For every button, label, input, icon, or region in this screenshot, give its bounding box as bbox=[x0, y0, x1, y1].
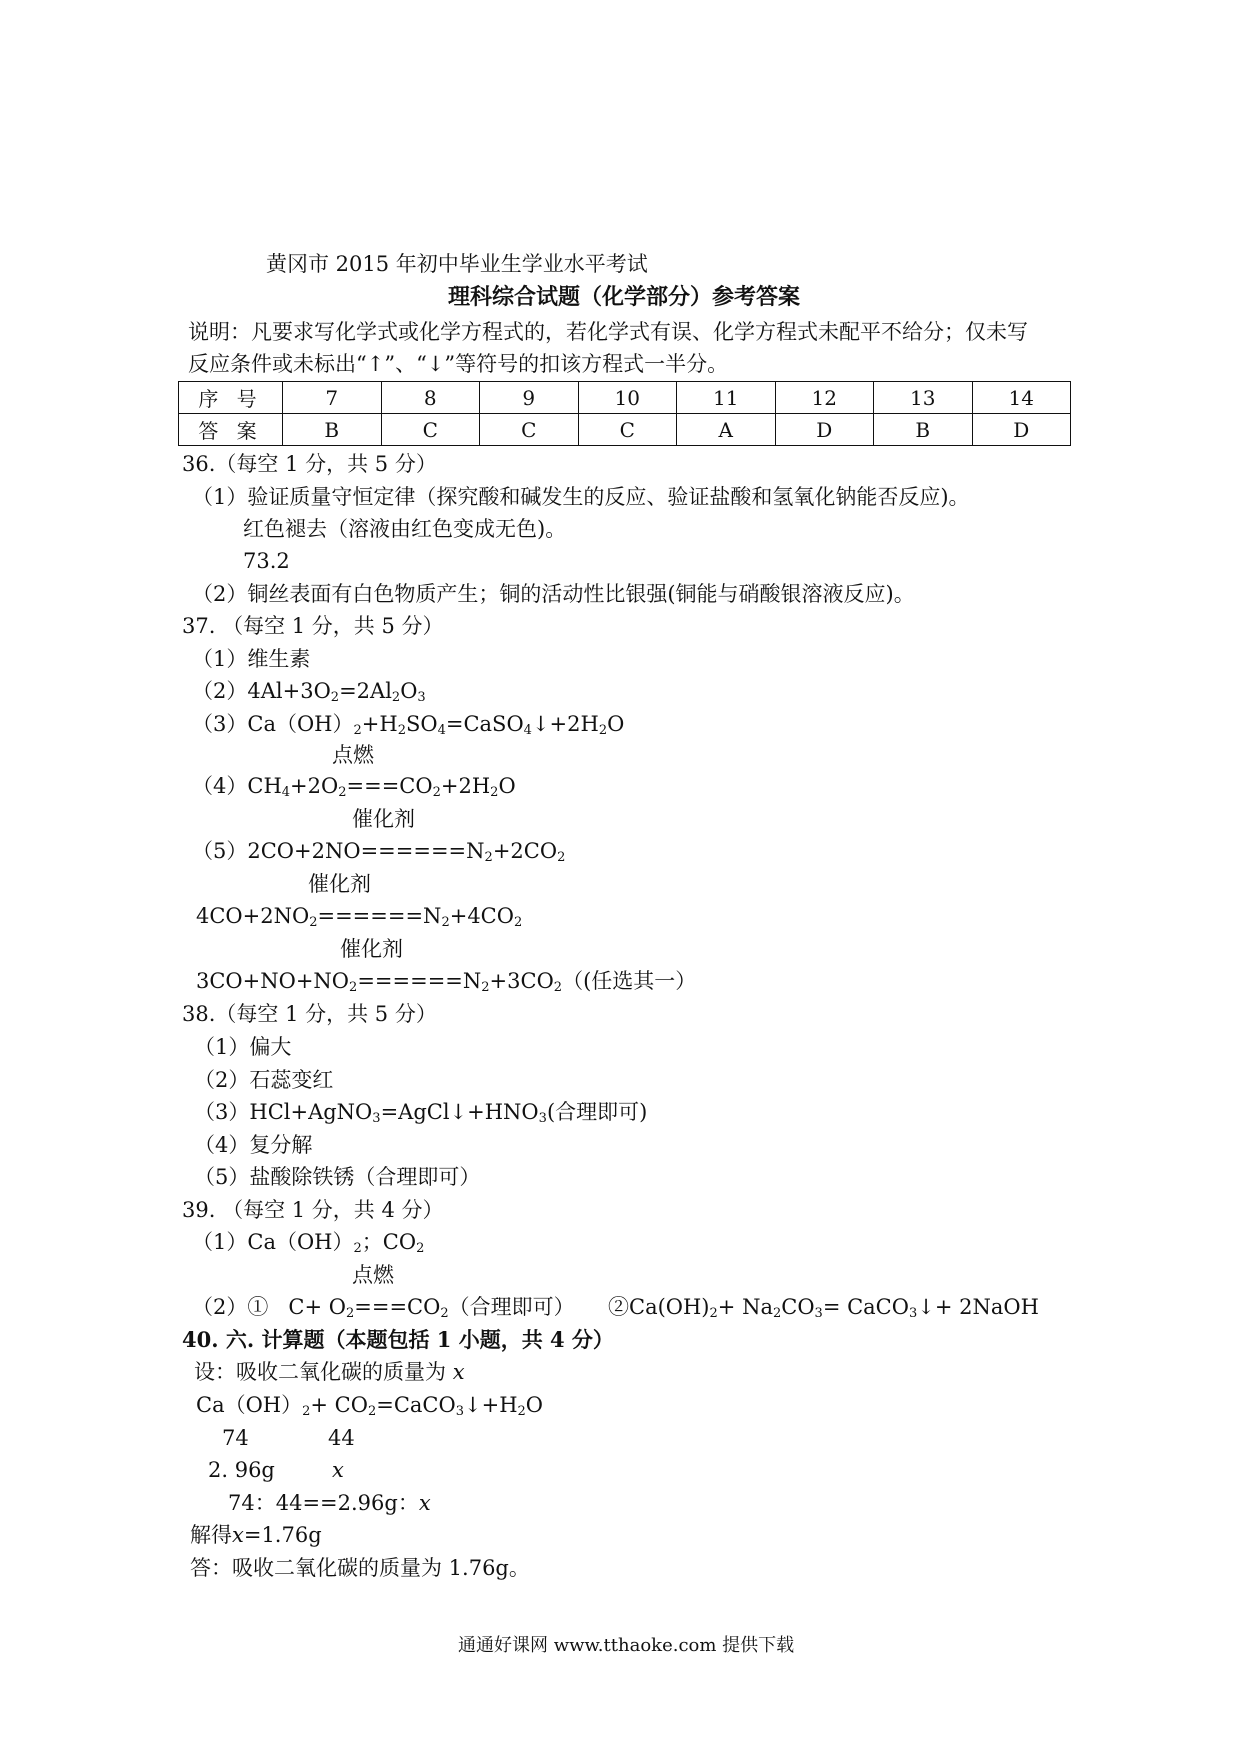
answer-table bbox=[178, 381, 1071, 446]
note-line-1: 说明：凡要求写化学式或化学方程式的，若化学式有误、化学方程式未配平不给分；仅未写 bbox=[188, 320, 1028, 344]
q37-heading: 37. （每空 1 分，共 5 分） bbox=[182, 614, 444, 638]
q38-answer-2: （2）石蕊变红 bbox=[194, 1068, 334, 1092]
table-cell: 12 bbox=[775, 382, 874, 414]
row-label-answer: 答 案 bbox=[179, 414, 283, 446]
q37-answer-5b: $4CO+2NO_2======N_2+4CO_2$ bbox=[196, 904, 523, 930]
table-row-numbers bbox=[179, 382, 1071, 414]
note-line-2: 反应条件或未标出“↑”、“↓”等符号的扣该方程式一半分。 bbox=[188, 352, 729, 376]
table-cell: 8 bbox=[381, 382, 480, 414]
q37-condition-ignite: 点燃 bbox=[332, 743, 374, 767]
q37-condition-catalyst-2: 催化剂 bbox=[308, 872, 371, 896]
q40-unknown: x bbox=[332, 1458, 344, 1482]
table-cell: 10 bbox=[578, 382, 677, 414]
table-cell: D bbox=[775, 414, 874, 446]
table-row-answers bbox=[179, 414, 1071, 446]
q36-answer-1: （1）验证质量守恒定律（探究酸和碱发生的反应、验证盐酸和氢氧化钠能否反应)。 bbox=[192, 485, 970, 509]
q37-condition-catalyst-1: 催化剂 bbox=[352, 807, 415, 831]
q39-answer-2: （2）① $C+ O_2===CO_2$（合理即可） $②Ca(OH)_2+ Na_2CO_3=$ CaCO$_3$↓+ 2NaOH bbox=[192, 1295, 1039, 1321]
q40-solution: 解得x=1.76g bbox=[190, 1523, 322, 1547]
table-cell: 9 bbox=[480, 382, 579, 414]
q38-answer-3: $(3)HCl+AgNO_3=AgCl↓+HNO_3$(合理即可) bbox=[194, 1100, 648, 1126]
table-cell: D bbox=[972, 414, 1071, 446]
q38-answer-5: （5）盐酸除铁锈（合理即可） bbox=[194, 1165, 481, 1189]
table-cell: B bbox=[874, 414, 973, 446]
q37-answer-4: $(4)CH_4+2O_2===CO_2+2H_2O$ bbox=[192, 774, 516, 800]
q40-molar-mass-1: 74 bbox=[222, 1426, 249, 1450]
table-cell: 13 bbox=[874, 382, 973, 414]
q36-answer-1c: 73.2 bbox=[243, 549, 290, 573]
table-cell: C bbox=[381, 414, 480, 446]
exam-title: 黄冈市 2015 年初中毕业生学业水平考试 bbox=[266, 252, 648, 276]
q40-heading: 40. 六. 计算题（本题包括 1 小题，共 4 分） bbox=[182, 1327, 614, 1352]
q37-answer-5a: $(5)2CO+2NO======N_2+2CO_2$ bbox=[192, 839, 566, 865]
q36-answer-2: （2）铜丝表面有白色物质产生；铜的活动性比银强(铜能与硝酸银溶液反应)。 bbox=[192, 582, 915, 606]
q40-ratio: 74：44==2.96g：x bbox=[228, 1491, 431, 1515]
q38-answer-4: （4）复分解 bbox=[194, 1133, 313, 1157]
q37-answer-3: $(3)Ca(OH)_2+H_2SO_4=CaSO_4↓+2H_2O$ bbox=[192, 712, 625, 738]
table-cell: C bbox=[480, 414, 579, 446]
q37-answer-1: （1）维生素 bbox=[192, 647, 311, 671]
answer-title: 理科综合试题（化学部分）参考答案 bbox=[448, 284, 801, 310]
table-cell: 11 bbox=[677, 382, 776, 414]
q36-heading: 36.（每空 1 分，共 5 分） bbox=[182, 452, 437, 476]
row-label-number: 序 号 bbox=[179, 382, 283, 414]
footer-download-note: 通通好课网 www.tthaoke.com 提供下载 bbox=[458, 1635, 795, 1656]
q40-molar-mass-2: 44 bbox=[328, 1426, 355, 1450]
q38-answer-1: （1）偏大 bbox=[194, 1035, 292, 1059]
table-cell: C bbox=[578, 414, 677, 446]
q39-heading: 39. （每空 1 分，共 4 分） bbox=[182, 1198, 444, 1222]
table-cell: 7 bbox=[283, 382, 382, 414]
q38-heading: 38.（每空 1 分，共 5 分） bbox=[182, 1002, 437, 1026]
q40-let: 设：吸收二氧化碳的质量为 x bbox=[194, 1360, 465, 1384]
q40-given-mass: 2. 96g bbox=[208, 1458, 275, 1482]
q40-final-answer: 答：吸收二氧化碳的质量为 1.76g。 bbox=[190, 1556, 530, 1580]
table-cell: B bbox=[283, 414, 382, 446]
table-cell: A bbox=[677, 414, 776, 446]
q37-answer-2: $(2)4Al+3O_2=2Al_2O_3$ bbox=[192, 679, 426, 705]
q40-equation: $Ca(OH)_2+$ $CO_2=CaCO_3↓+H_2O$ bbox=[196, 1393, 544, 1419]
q37-answer-5c: $3CO+NO+NO_2======N_2+3CO_2$（(任选其一） bbox=[196, 969, 697, 995]
q39-answer-1: $(1)Ca(OH)_2$；$CO_2$ bbox=[192, 1230, 425, 1256]
table-cell: 14 bbox=[972, 382, 1071, 414]
q37-condition-catalyst-3: 催化剂 bbox=[340, 937, 403, 961]
q36-answer-1b: 红色褪去（溶液由红色变成无色)。 bbox=[243, 517, 567, 541]
q39-condition-ignite: 点燃 bbox=[352, 1263, 394, 1287]
